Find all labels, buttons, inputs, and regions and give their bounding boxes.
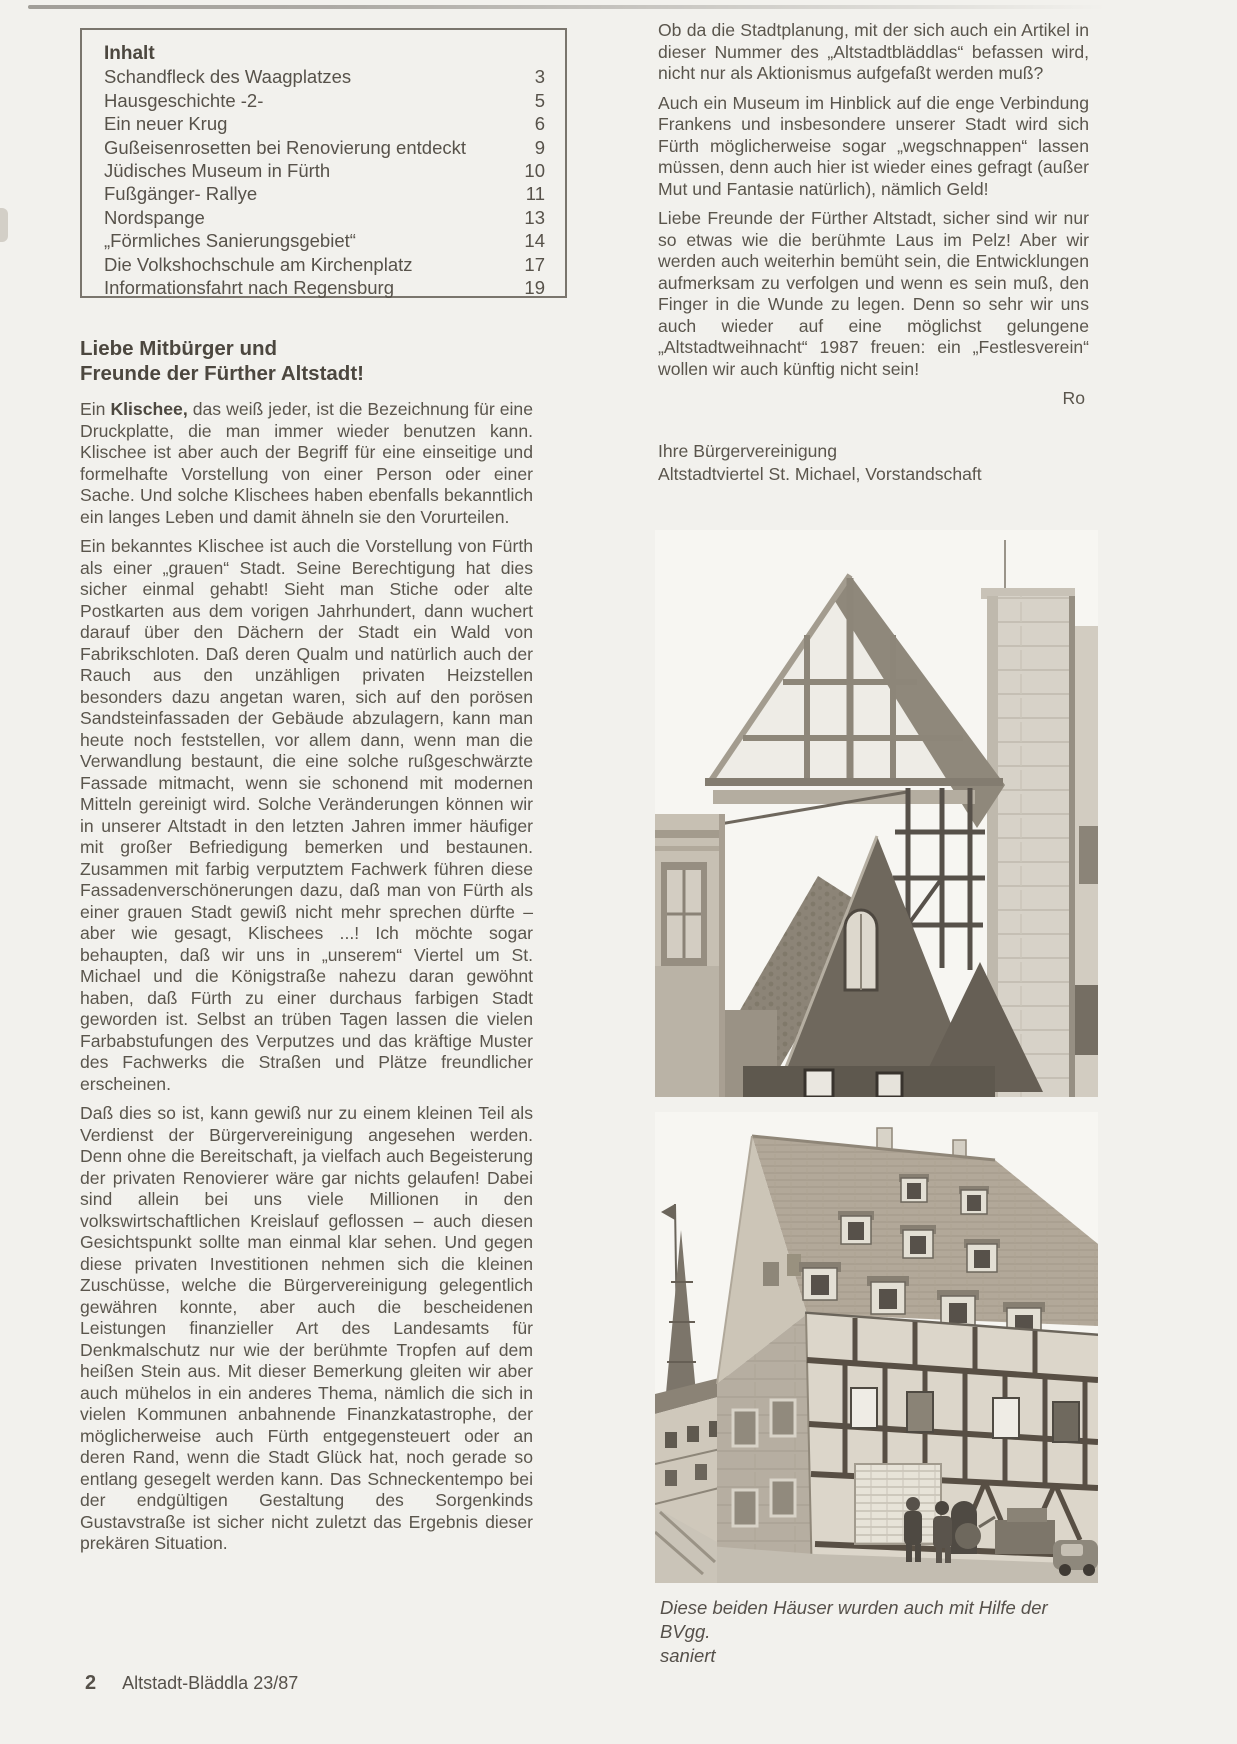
- toc-entry: [104, 229, 545, 252]
- photo-roof-construction-art: [655, 530, 1098, 1097]
- article-right-column: [658, 20, 1089, 486]
- photo-half-timbered-house-art: [655, 1112, 1098, 1583]
- photo-roof-construction: [655, 530, 1098, 1097]
- article-heading-line2: Freunde der Fürther Altstadt!: [80, 362, 364, 385]
- closing-block: [658, 440, 1089, 486]
- toc-entry: [104, 65, 545, 88]
- toc-entry-page: 9: [534, 136, 545, 158]
- article-heading-line1: Liebe Mitbürger und: [80, 337, 278, 360]
- toc-entry-page: 6: [534, 113, 545, 135]
- paragraph-bold-text: Klischee,: [110, 399, 188, 419]
- photo-half-timbered-house: [655, 1112, 1098, 1583]
- photo-caption-line1: Diese beiden Häuser wurden auch mit Hilfe der BVgg.: [660, 1597, 1048, 1642]
- toc-box: [80, 28, 567, 298]
- scan-artifact-left-smudge: [0, 208, 8, 242]
- toc-entry-page: 19: [524, 277, 545, 299]
- toc-entry-page: 14: [524, 230, 545, 252]
- toc-entry: [104, 206, 545, 229]
- author-initials: Ro: [1062, 388, 1085, 408]
- closing-line2: Altstadtviertel St. Michael, Vorstandschaft: [658, 463, 982, 484]
- toc-entry: [104, 182, 545, 205]
- toc-entry-page: 5: [534, 89, 545, 111]
- article-paragraph: Ein bekanntes Klischee ist auch die Vorstellung von Fürth als einer „grauen“ Stadt. Seine Berechtigung hat dies sicher einmal gehabt! Sieht man Stiche oder alte Postkarten aus dem vorigen Jahrhundert, dann wuchert darauf über den Dächern der Stadt ein Wald von Fabrikschloten. Daß deren Qualm und natürlich auch der Rauch aus den unzähligen privaten Heizstellen besonders dazu angetan waren, sich auf den porösen Sandsteinfassaden der Gebäude abzulagern, kann man heute noch feststellen, vor allem dann, wenn man die Verwandlung bestaunt, die eine solche rußgeschwärzte Fassade mitmacht, wenn sie schonend mit modernen Mitteln gereinigt wird. Solche Veränderungen können wir in unserer Altstadt in den letzten Jahren immer häufiger mit großer Befriedigung bemerken und bestaunen. Zusammen mit farbig verputztem Fachwerk führen diese Fassadenverschönerungen dazu, daß man von Fürth als einer grauen Stadt gewiß nicht mehr sprechen dürfte – aber wie gesagt, Klischees ...! Ich möchte sogar behaupten, daß wir uns in „unserem“ Viertel um St. Michael und die Königstraße nahezu daran gewöhnt haben, daß Fürth zu einer durchaus farbigen Stadt geworden ist. Selbst an trüben Tagen lassen die vielen Farbabstufungen des Verputzes und das kräftige Muster des Fachwerks die Straßen und Plätze freundlicher erscheinen.: [80, 536, 533, 1094]
- toc-entry-page: 13: [524, 206, 545, 228]
- toc-entry-label: Fußgänger- Rallye: [104, 183, 258, 205]
- journal-title: Altstadt-Bläddla 23/87: [122, 1673, 299, 1693]
- brick-infill-wall: [855, 1464, 941, 1544]
- toc-entry-label: „Förmliches Sanierungsgebiet“: [104, 230, 356, 252]
- toc-entry-label: Jüdisches Museum in Fürth: [104, 160, 331, 182]
- toc-entry-label: Hausgeschichte -2-: [104, 89, 264, 111]
- material-pile: [995, 1520, 1055, 1554]
- article-heading: [80, 336, 533, 386]
- photo-caption-line2: saniert: [660, 1645, 716, 1666]
- toc-entry-page: 11: [525, 183, 545, 205]
- lower-wall-with-windows: [743, 1066, 995, 1097]
- material-pile: [1007, 1508, 1047, 1522]
- toc-entry-page: 17: [524, 253, 545, 275]
- page-footer: [85, 1672, 298, 1695]
- toc-entry: [104, 136, 545, 159]
- toc-entry: [104, 253, 545, 276]
- toc-entry: [104, 276, 545, 299]
- article-paragraph: [80, 399, 533, 528]
- closing-line1: Ihre Bürgervereinigung: [658, 440, 837, 461]
- article-left-column: [80, 336, 533, 1563]
- toc-entry-page: 10: [524, 160, 545, 182]
- paragraph-text: Ein: [80, 399, 111, 419]
- toc-entry-label: Gußeisenrosetten bei Renovierung entdeckt: [104, 136, 466, 158]
- article-paragraph: Auch ein Museum im Hinblick auf die enge Verbindung Frankens und insbesondere unserer Stadt wird sich Fürth möglicherweise sogar „wegschnappen“ lassen müssen, denn auch hier ist wieder eines gefragt (außer Mut und Fantasie natürlich), nämlich Geld!: [658, 92, 1089, 199]
- toc-entry: [104, 89, 545, 112]
- article-paragraph: Ob da die Stadtplanung, mit der sich auch ein Artikel in dieser Nummer des „Altstadtbläddlas“ befassen wird, nicht nur als Aktionismus aufgefaßt werden muß?: [658, 20, 1089, 83]
- toc-entry-label: Nordspange: [104, 206, 205, 228]
- photo-caption: [660, 1596, 1100, 1668]
- page-number: 2: [85, 1672, 97, 1694]
- toc-title: Inhalt: [104, 43, 155, 64]
- article-paragraph: Daß dies so ist, kann gewiß nur zu einem kleinen Teil als Verdienst der Bürgervereinigung angesehen werden. Denn ohne die Bereitschaft, ja vielfach auch Begeisterung der privaten Renovierer wäre gar nichts gelaufen! Dabei sind allein bei uns viele Millionen in den volkswirtschaftlichen Kreislauf geflossen – auch diesen Gesichtspunkt sollte man einmal klar sehen. Und gegen diese privaten Investitionen nehmen sich die kleinen Zuschüsse, welche die Bürgervereinigung gelegentlich gewähren konnte, aber auch die bescheidenen Leistungen finanzieller Art des Landesamts für Denkmalschutz nur wie der berühmte Tropfen auf dem heißen Stein aus. Mit dieser Bemerkung gleiten wir aber auch mühelos in ein anderes Thema, nämlich die sich in vielen Kommunen anbahnende Finanzkatastrophe, der möglicherweise auch Fürth entgegensteuert oder an deren Rand, wenn die Stadt Glück hat, noch gerade so entlang gesegelt werden kann. Das Schneckentempo bei der endgültigen Gestaltung des Sorgenkinds Gustavstraße ist sicher nicht zuletzt das Ergebnis dieser prekären Situation.: [80, 1103, 533, 1553]
- toc-entry-label: Schandfleck des Waagplatzes: [104, 66, 352, 88]
- toc-entry: [104, 112, 545, 135]
- toc-entry-label: Ein neuer Krug: [104, 113, 228, 135]
- toc-entry-page: 3: [534, 66, 545, 88]
- toc-entry: [104, 159, 545, 182]
- scan-artifact-top-line: [28, 5, 1106, 9]
- sandstone-facade-left: [655, 814, 725, 1097]
- toc-entry-label: Informationsfahrt nach Regensburg: [104, 277, 395, 299]
- toc-entry-label: Die Volkshochschule am Kirchenplatz: [104, 253, 413, 275]
- paragraph-text: das weiß jeder, ist die Bezeichnung für eine Druckplatte, die man immer wieder benutzen kann. Klischee ist aber auch der Begriff für eine einseitige und formelhafte Vorstellung von einer Person oder einer Sache. Und solche Klischees haben ebenfalls bekanntlich ein langes Leben und damit ähneln sie den Vorurteilen.: [80, 399, 533, 527]
- article-paragraph: Liebe Freunde der Fürther Altstadt, sicher sind wir nur so etwas wie die berühmte Laus im Pelz! Aber wir werden auch weiterhin bemüht sein, die Entwicklungen aufmerksam zu verfolgen und wenn es sein muß, den Finger in die Wunde zu legen. Denn so sehr wir uns auch wieder auf eine möglichst gelungene „Altstadtweihnacht“ 1987 freuen: ein „Festlesverein“ wollen wir auch künftig nicht sein!: [658, 208, 1089, 379]
